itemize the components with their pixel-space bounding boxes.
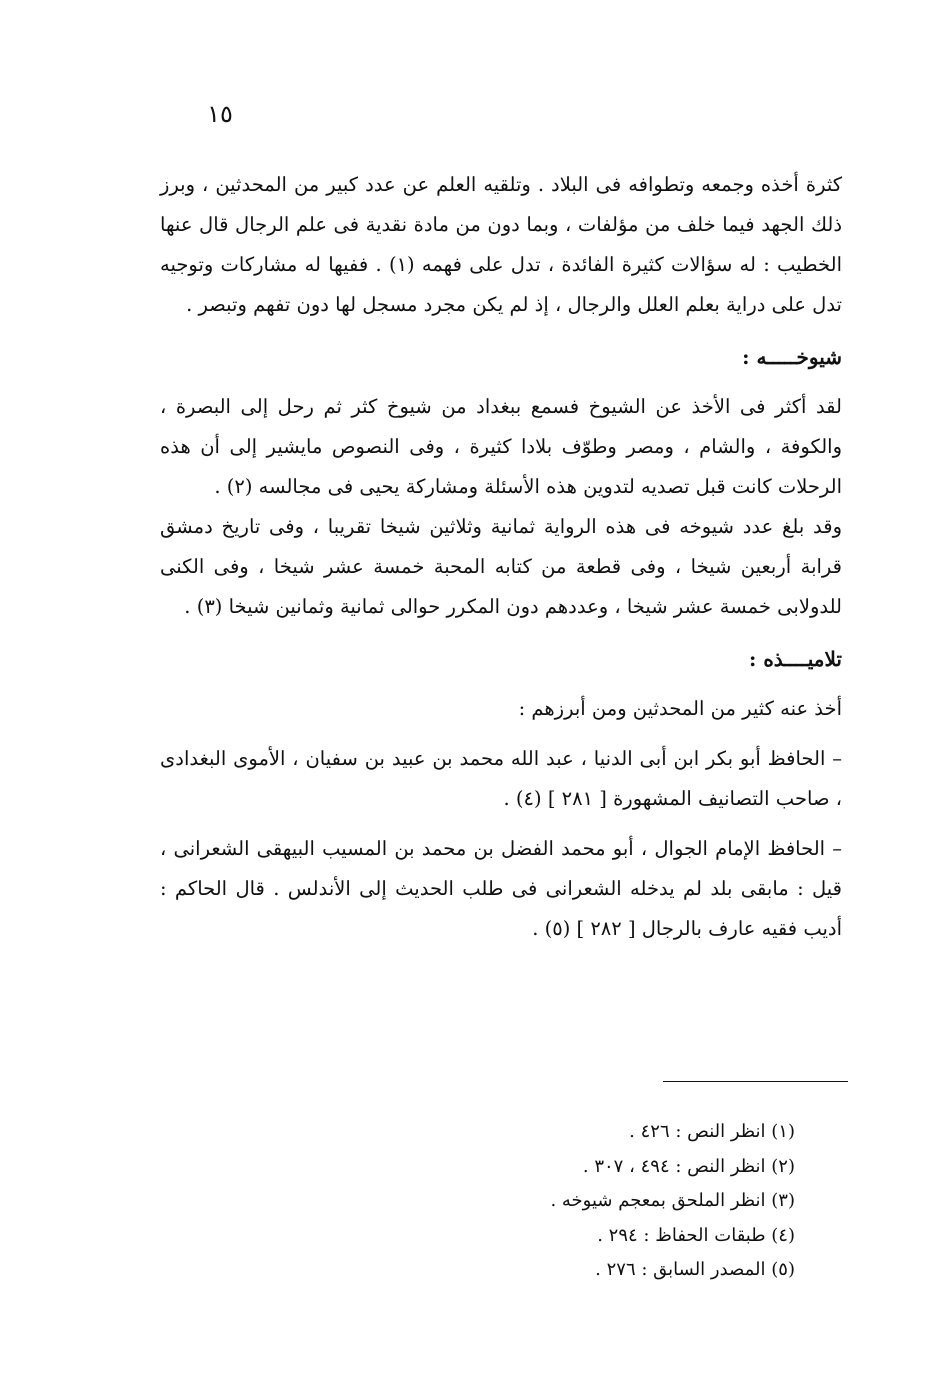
footnote-divider: [663, 1081, 848, 1082]
heading-talamidh: تلاميــــذه :: [748, 647, 842, 671]
main-text: [160, 165, 842, 949]
paragraph-shuyukh-count: وقد بلغ عدد شيوخه فى هذه الرواية ثمانية وثلاثين شيخا تقريبا ، وفى تاريخ دمشق قرابة أربعين شيخا ، وفى قطعة من كتابه المحبة خمسة عشر شيخا ، وفى الكنى للدولابى خمسة عشر شيخا ، وعددهم دون المكرر حوالى ثمانية وثمانين شيخا (٣) .: [160, 515, 842, 618]
footnotes: [400, 1115, 795, 1288]
footnote-1: (١) انظر النص : ٤٢٦ .: [629, 1121, 795, 1142]
footnote-2: (٢) انظر النص : ٤٩٤ ، ٣٠٧ .: [582, 1155, 795, 1177]
paragraph-talamidh-intro: أخذ عنه كثير من المحدثين ومن أبرزهم :: [518, 697, 842, 720]
footnote-4: (٤) طبقات الحفاظ : ٢٩٤ .: [597, 1224, 795, 1246]
spacer: [160, 729, 842, 739]
heading-shuyukh: شيوخـــــه :: [742, 345, 842, 369]
paragraph-shuyukh-travels: لقد أكثر فى الأخذ عن الشيوخ فسمع ببغداد من شيوخ كثر ثم رحل إلى البصرة ، والكوفة ، والشام ، ومصر وطوّف بلادا كثيرة ، وفى النصوص مايشير إلى أن هذه الرحلات كانت قبل تصديه لتدوين هذه الأسئلة ومشاركة يحيى فى مجالسه (٢) .: [160, 395, 842, 498]
page-number: ١٥: [207, 100, 233, 128]
paragraph-intro: كثرة أخذه وجمعه وتطوافه فى البلاد . وتلقيه العلم عن عدد كبير من المحدثين ، وبرز ذلك الجهد فيما خلف من مؤلفات ، وبما دون من مادة نقدية فى علم الرجال قال عنها الخطيب : له سؤالات كثيرة الفائدة ، تدل على فهمه (١) . ففيها له مشاركات وتوجيه تدل على دراية بعلم العلل والرجال ، إذ لم يكن مجرد مسجل لها دون تفهم وتبصر .: [160, 173, 842, 316]
spacer: [160, 819, 842, 829]
footnote-3: (٣) انظر الملحق بمعجم شيوخه .: [550, 1190, 795, 1211]
paragraph-student-ibn-abi-dunya: – الحافظ أبو بكر ابن أبى الدنيا ، عبد الله محمد بن عبيد بن سفيان ، الأموى البغدادى ، صاحب التصانيف المشهورة [ ٢٨١ ] (٤) .: [160, 747, 842, 810]
footnote-5: (٥) المصدر السابق : ٢٧٦ .: [595, 1259, 795, 1280]
paragraph-student-shaarani: – الحافظ الإمام الجوال ، أبو محمد الفضل بن محمد بن المسيب البيهقى الشعرانى ، قيل : مابقى بلد لم يدخله الشعرانى فى طلب الحديث إلى الأندلس . قال الحاكم : أديب فقيه عارف بالرجال [ ٢٨٢ ] (٥) .: [160, 837, 842, 940]
